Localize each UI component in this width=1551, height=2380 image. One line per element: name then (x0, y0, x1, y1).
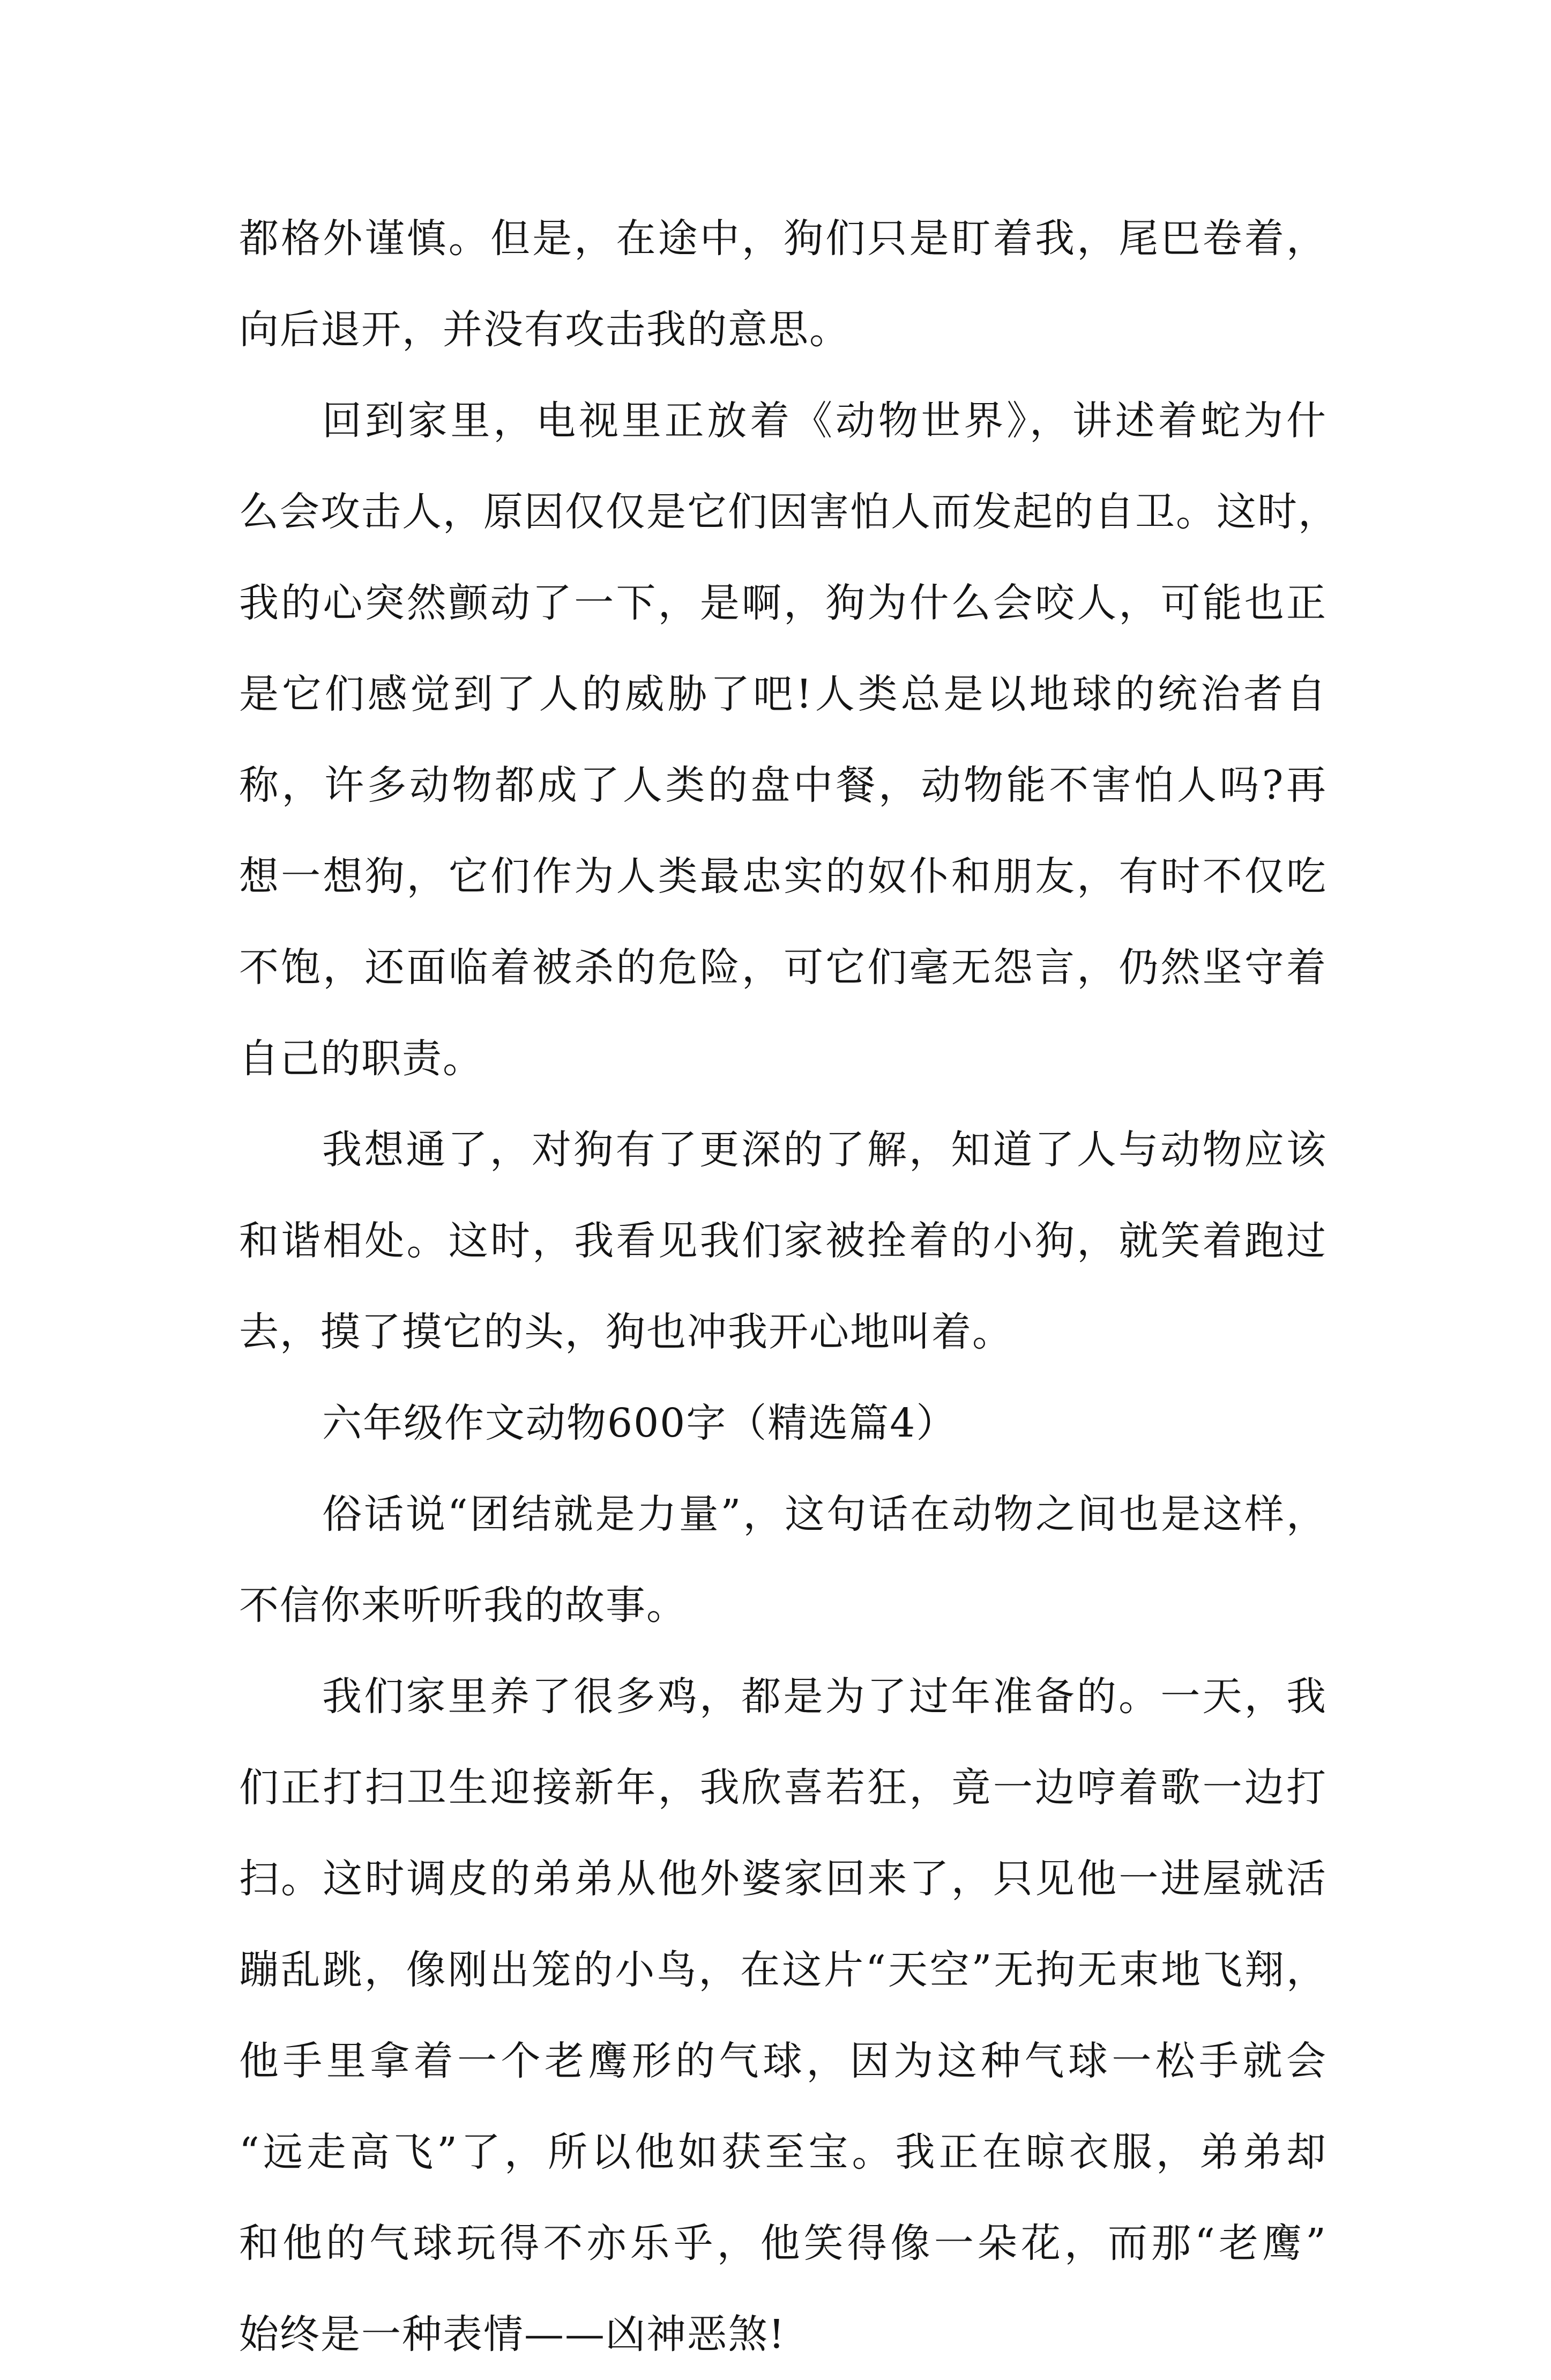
text-line: 是它们感觉到了人的威胁了吧!人类总是以地球的统治者自 (239, 671, 1327, 717)
text-line: 都格外谨慎。但是，在途中，狗们只是盯着我，尾巴卷着， (239, 215, 1327, 262)
text-line: 向后退开，并没有攻击我的意思。 (239, 307, 850, 353)
text-line: 和谐相处。这时，我看见我们家被拴着的小狗，就笑着跑过 (239, 1218, 1327, 1264)
text-line: 我的心突然颤动了一下，是啊，狗为什么会咬人，可能也正 (239, 580, 1327, 626)
text-line: 蹦乱跳，像刚出笼的小鸟，在这片“天空”无拘无束地飞翔， (239, 1947, 1327, 1993)
paragraph-start-line: 我们家里养了很多鸡，都是为了过年准备的。一天，我 (322, 1674, 1327, 1720)
text-line: 他手里拿着一个老鹰形的气球，因为这种气球一松手就会 (239, 2038, 1327, 2084)
text-line: 称，许多动物都成了人类的盘中餐，动物能不害怕人吗?再 (239, 762, 1327, 808)
text-line: 不饱，还面临着被杀的危险，可它们毫无怨言，仍然坚守着 (239, 944, 1327, 991)
text-line: 想一想狗，它们作为人类最忠实的奴仆和朋友，有时不仅吃 (239, 853, 1327, 899)
text-line: 去，摸了摸它的头，狗也冲我开心地叫着。 (239, 1309, 1013, 1355)
essay-body (239, 193, 1339, 2380)
text-line: 么会攻击人，原因仅仅是它们因害怕人而发起的自卫。这时， (239, 489, 1339, 535)
text-line: 扫。这时调皮的弟弟从他外婆家回来了，只见他一进屋就活 (239, 1856, 1327, 1902)
text-line: 们正打扫卫生迎接新年，我欣喜若狂，竟一边哼着歌一边打 (239, 1765, 1327, 1811)
text-line: 始终是一种表情——凶神恶煞! (239, 2311, 786, 2357)
text-line: 不信你来听听我的故事。 (239, 1582, 687, 1628)
text-line: “远走高飞”了，所以他如获至宝。我正在晾衣服，弟弟却 (239, 2129, 1327, 2175)
text-line: 和他的气球玩得不亦乐乎，他笑得像一朵花，而那“老鹰” (239, 2220, 1327, 2266)
section-heading: 六年级作文动物600字（精选篇4） (322, 1400, 957, 1446)
text-line: 自己的职责。 (239, 1036, 483, 1082)
paragraph-start-line: 回到家里，电视里正放着《动物世界》，讲述着蛇为什 (322, 398, 1327, 444)
paragraph-start-line: 俗话说“团结就是力量”，这句话在动物之间也是这样， (322, 1491, 1327, 1537)
paragraph-start-line: 我想通了，对狗有了更深的了解，知道了人与动物应该 (322, 1127, 1327, 1173)
